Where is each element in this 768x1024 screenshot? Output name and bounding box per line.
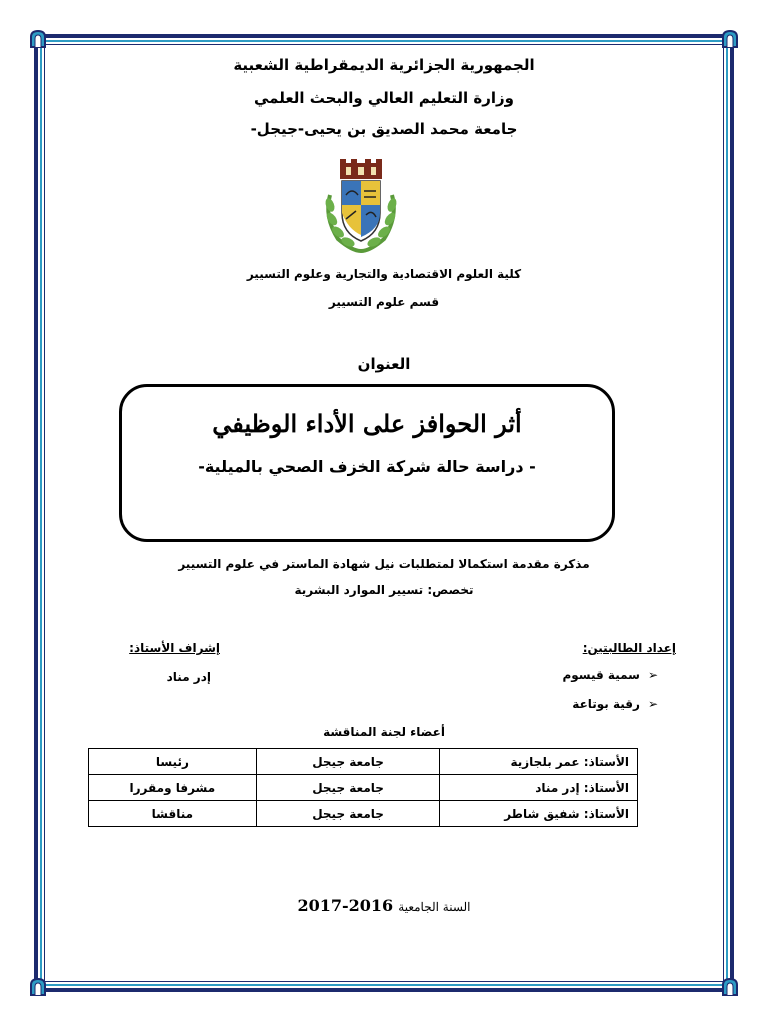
committee-member: الأستاذ: إدر مناد [440,775,638,801]
thesis-title-box [119,384,615,542]
student-item [572,697,658,711]
corner-ornament-icon [722,30,738,48]
thesis-title: أثر الحوافز على الأداء الوظيفي [212,409,522,438]
department-name: قسم علوم التسيير [328,295,440,309]
student-name: رقية بوتاعة [572,697,640,711]
corner-ornament-icon [722,978,738,996]
committee-role: مناقشا [89,801,257,827]
committee-table [88,748,638,827]
academic-year [0,896,768,915]
committee-institution: جامعة جيجل [256,775,440,801]
committee-member: الأستاذ: عمر بلجازية [440,749,638,775]
faculty-name: كلية العلوم الاقتصادية والتجارية وعلوم التسيير [246,267,522,281]
supervisor-name: إدر مناد [166,670,211,684]
table-row [89,749,638,775]
table-row [89,801,638,827]
student-name: سمية قيسوم [562,668,640,682]
supervisor-heading: إشراف الأستاذ: [129,641,220,655]
academic-year-value: 2017-2016 [297,896,394,915]
thesis-subtitle: - دراسة حالة شركة الخزف الصحي بالميلية- [198,457,536,476]
academic-year-label: السنة الجامعية [398,900,471,914]
thesis-note: مذكرة مقدمة استكمالا لمتطلبات نيل شهادة الماستر في علوم التسيير [178,557,590,571]
students-heading: إعداد الطالبتين: [582,641,676,655]
committee-role: رئيسا [89,749,257,775]
committee-member: الأستاذ: شفيق شاطر [440,801,638,827]
republic-name: الجمهورية الجزائرية الديمقراطية الشعبية [233,56,535,74]
student-item [562,668,658,682]
university-emblem-icon [318,155,404,255]
ministry-name: وزارة التعليم العالي والبحث العلمي [253,89,515,107]
committee-institution: جامعة جيجل [256,801,440,827]
checkmark-icon: ➢ [647,668,658,682]
university-name: جامعة محمد الصديق بن يحيى-جيجل- [250,120,518,138]
title-label: العنوان [357,355,411,373]
corner-ornament-icon [30,30,46,48]
committee-heading: أعضاء لجنة المناقشة [323,725,445,739]
committee-role: مشرفا ومقررا [89,775,257,801]
committee-institution: جامعة جيجل [256,749,440,775]
table-row [89,775,638,801]
specialty: تخصص: تسيير الموارد البشرية [294,583,474,597]
checkmark-icon: ➢ [647,697,658,711]
corner-ornament-icon [30,978,46,996]
